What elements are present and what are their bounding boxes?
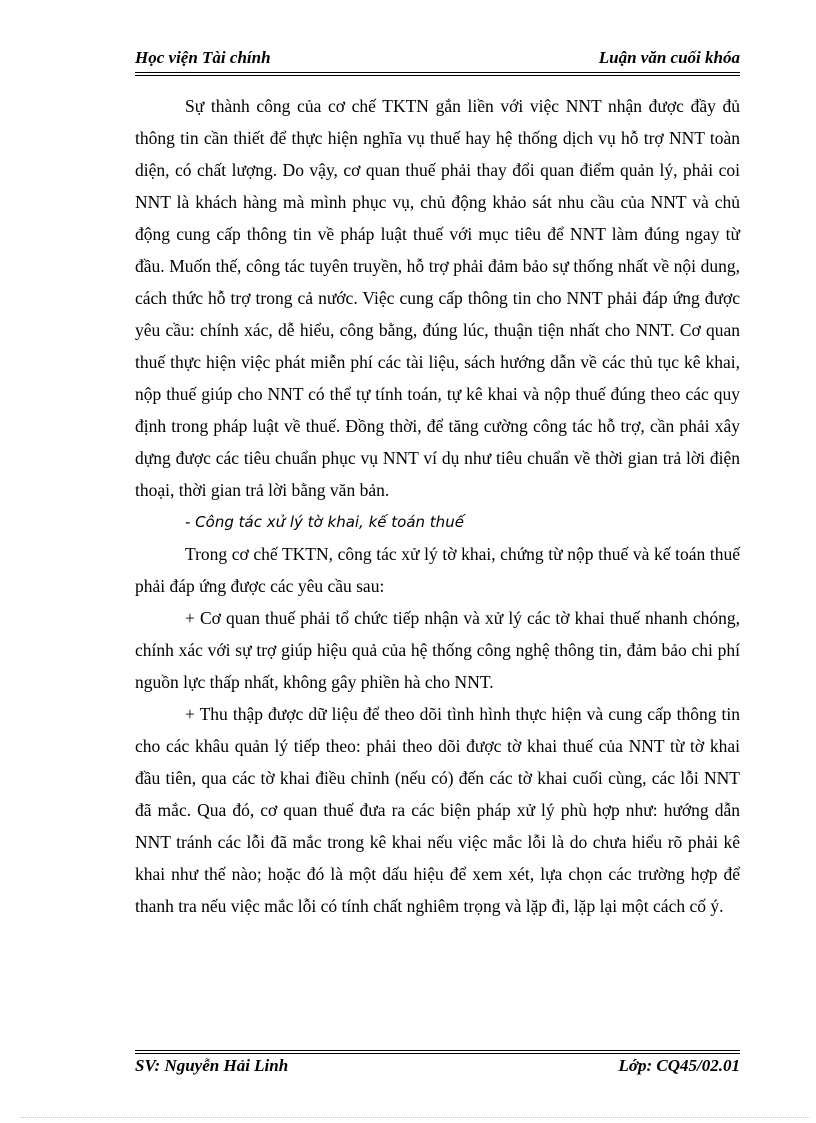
page-header: [135, 48, 740, 72]
page-footer: [135, 1056, 740, 1080]
paragraph-taxpayer-support: Sự thành công của cơ chế TKTN gắn liền với việc NNT nhận được đầy đủ thông tin cần thiết để thực hiện nghĩa vụ thuế hay hệ thống dịch vụ hỗ trợ NNT toàn diện, có chất lượng. Do vậy, cơ quan thuế phải thay đổi quan điểm quản lý, phải coi NNT là khách hàng mà mình phục vụ, chủ động khảo sát nhu cầu của NNT và chủ động cung cấp thông tin về pháp luật thuế với mục tiêu để NNT làm đúng ngay từ đầu. Muốn thế, công tác tuyên truyền, hỗ trợ phải đảm bảo sự thống nhất về nội dung, cách thức hỗ trợ trong cả nước. Việc cung cấp thông tin cho NNT phải đáp ứng được yêu cầu: chính xác, dễ hiểu, công bằng, đúng lúc, thuận tiện nhất cho NNT. Cơ quan thuế thực hiện việc phát miễn phí các tài liệu, sách hướng dẫn về các thủ tục kê khai, nộp thuế giúp cho NNT có thể tự tính toán, tự kê khai và nộp thuế đúng theo các quy định trong pháp luật về thuế. Đồng thời, để tăng cường công tác hỗ trợ, cần phải xây dựng được các tiêu chuẩn phục vụ NNT ví dụ như tiêu chuẩn về thời gian trả lời điện thoại, thời gian trả lời bằng văn bản.: [135, 96, 740, 500]
page-body: [135, 90, 740, 922]
section-subheading: - Công tác xử lý tờ khai, kế toán thuế: [185, 513, 464, 531]
paragraph-requirement-1: + Cơ quan thuế phải tổ chức tiếp nhận và xử lý các tờ khai thuế nhanh chóng, chính xác với sự trợ giúp hiệu quả của hệ thống công nghệ thông tin, đảm bảo chi phí nguồn lực thấp nhất, không gây phiền hà cho NNT.: [135, 608, 740, 692]
header-institution: Học viện Tài chính: [135, 48, 271, 67]
header-document-type: Luận văn cuối khóa: [598, 48, 740, 67]
footer-divider: [135, 1050, 740, 1054]
paragraph-processing-intro: Trong cơ chế TKTN, công tác xử lý tờ khai, chứng từ nộp thuế và kế toán thuế phải đáp ứng được các yêu cầu sau:: [135, 544, 740, 596]
paragraph-requirement-2: + Thu thập được dữ liệu để theo dõi tình hình thực hiện và cung cấp thông tin cho các khâu quản lý tiếp theo: phải theo dõi được tờ khai thuế của NNT từ tờ khai đầu tiên, qua các tờ khai điều chỉnh (nếu có) đến các tờ khai cuối cùng, các lỗi NNT đã mắc. Qua đó, cơ quan thuế đưa ra các biện pháp xử lý phù hợp như: hướng dẫn NNT tránh các lỗi đã mắc trong kê khai nếu việc mắc lỗi là do chưa hiểu rõ phải kê khai như thế nào; hoặc đó là một dấu hiệu để xem xét, lựa chọn các trường hợp để thanh tra nếu việc mắc lỗi có tính chất nghiêm trọng và lặp đi, lặp lại một cách cố ý.: [135, 704, 740, 916]
footer-student-name: SV: Nguyễn Hải Linh: [135, 1056, 289, 1075]
page-bottom-edge: [20, 1117, 810, 1118]
header-divider: [135, 72, 740, 76]
footer-class-code: Lớp: CQ45/02.01: [618, 1056, 740, 1075]
